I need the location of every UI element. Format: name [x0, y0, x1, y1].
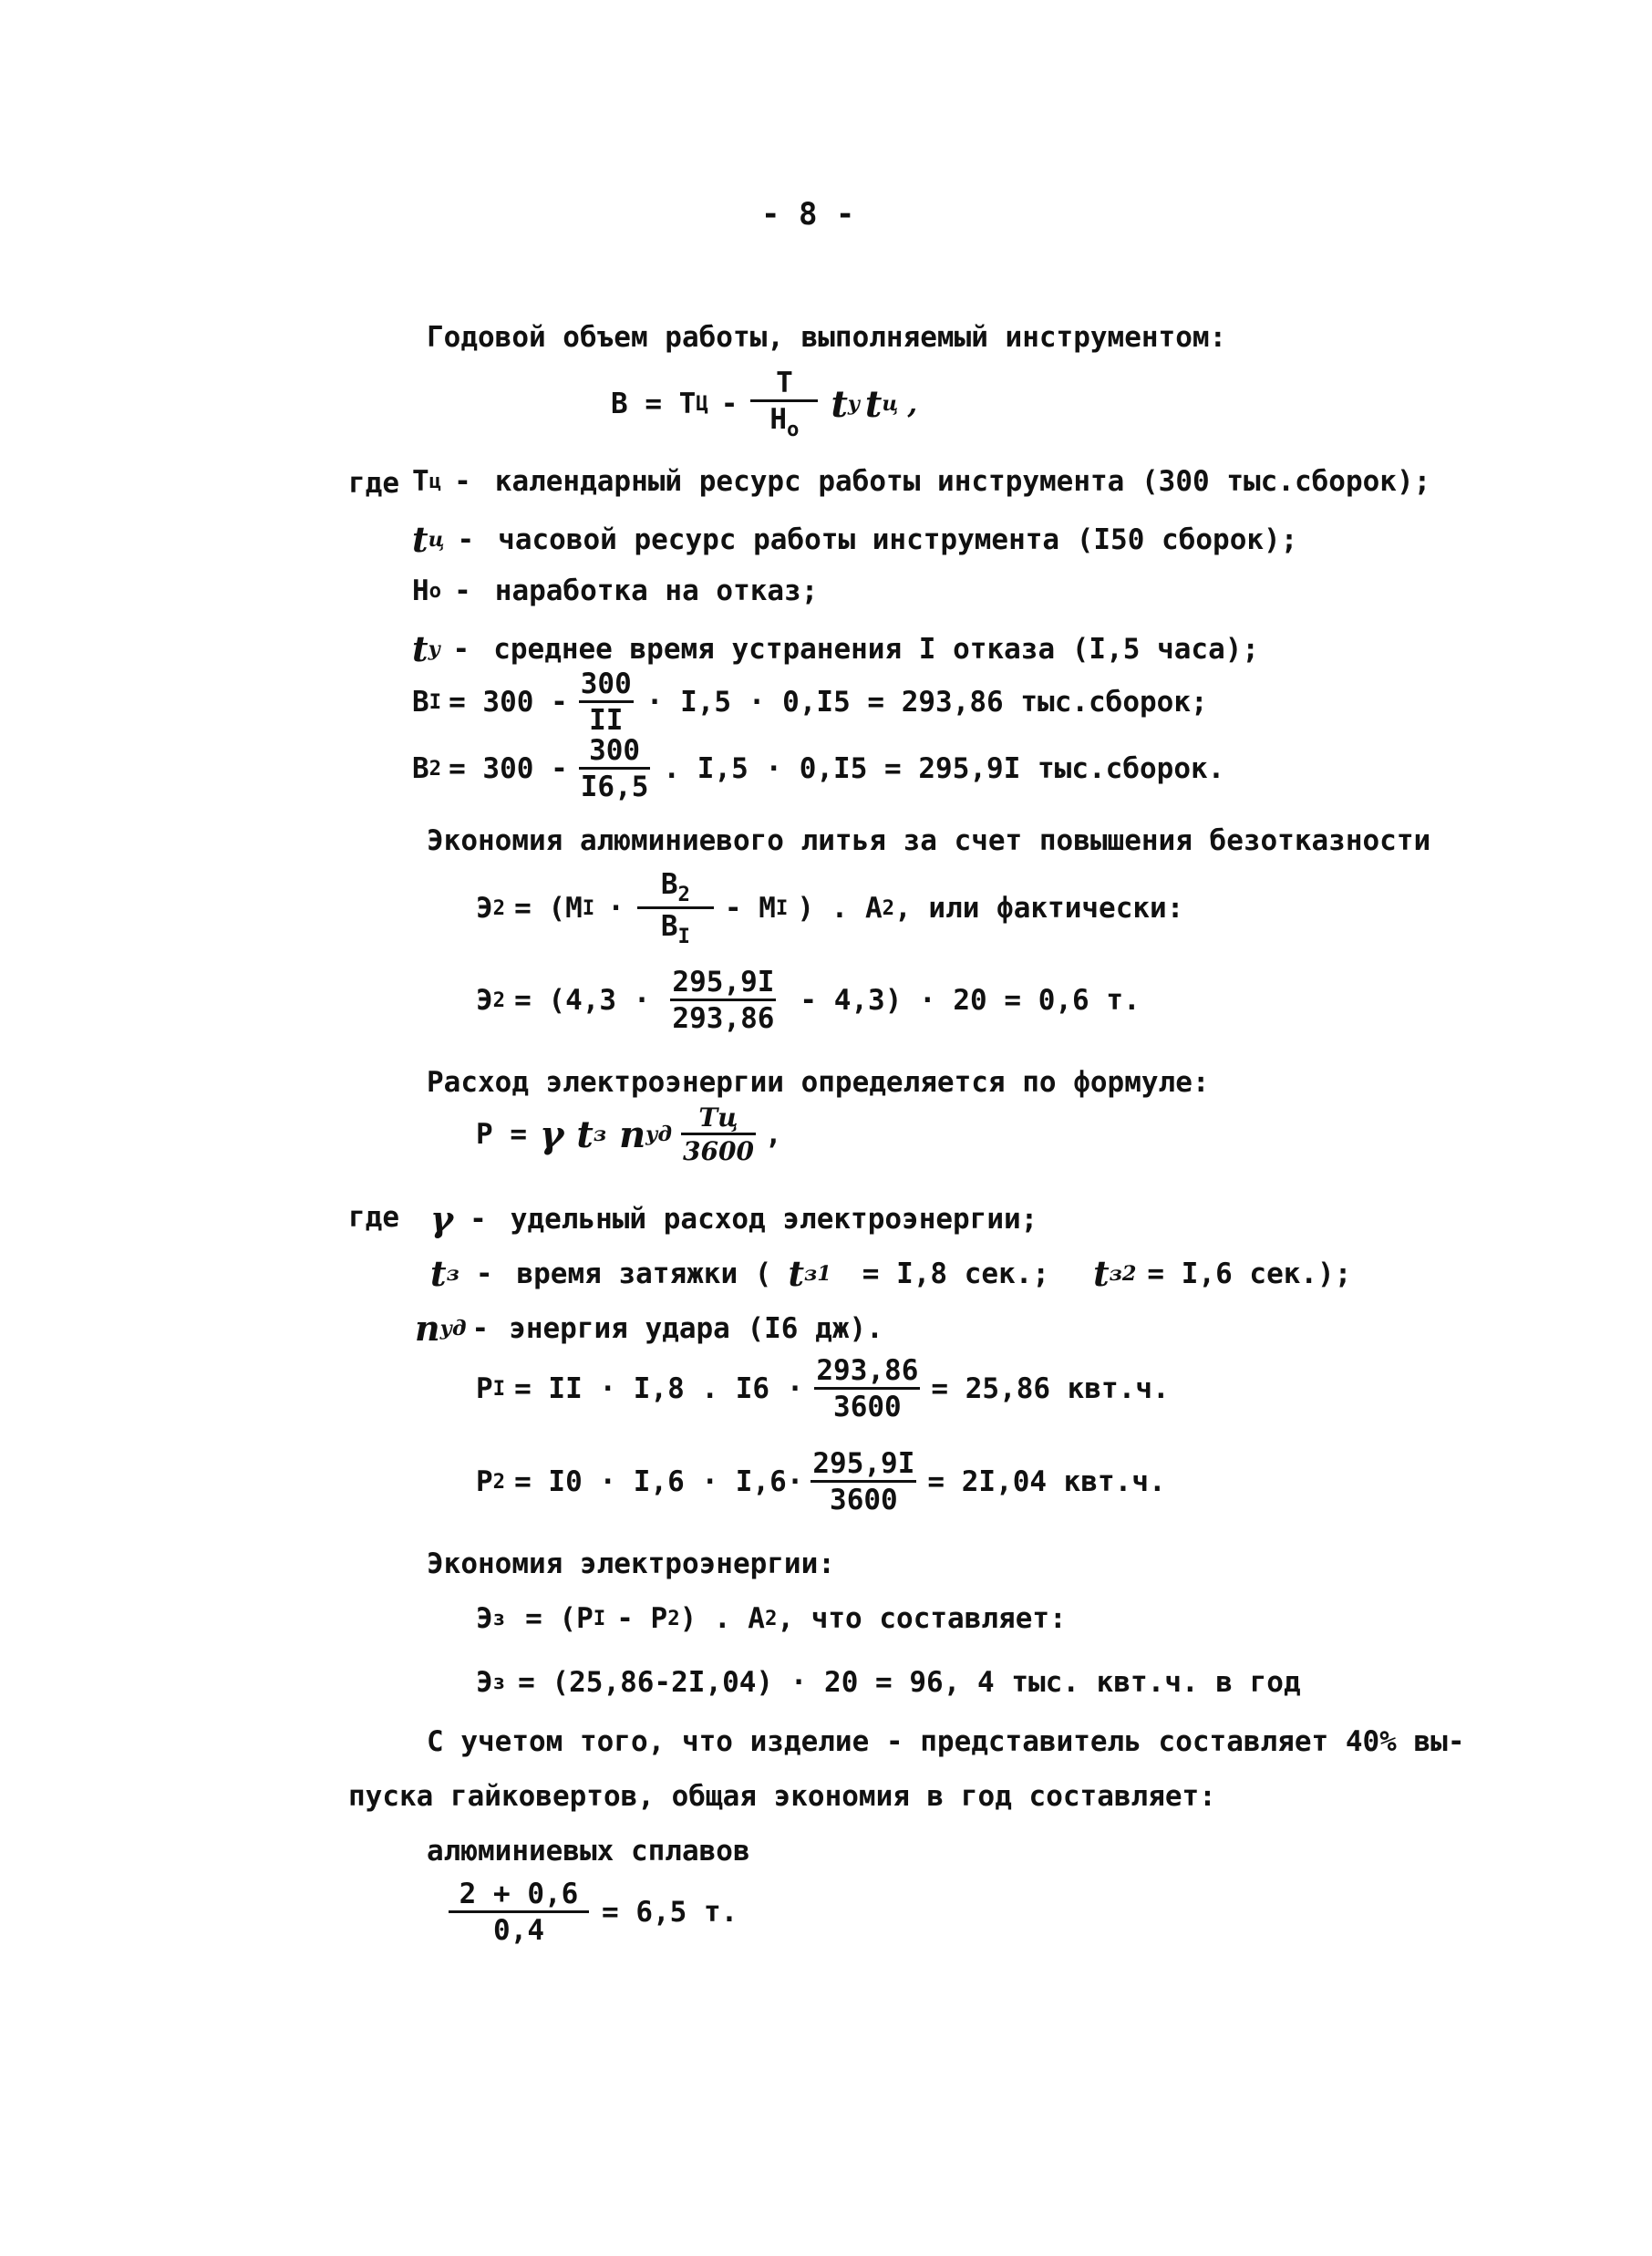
- formula-e2-general: [476, 868, 1184, 948]
- formula-p2: [476, 1447, 1166, 1516]
- e3-part1: = (P: [525, 1602, 594, 1635]
- definition-row: [430, 1198, 1038, 1239]
- def-symbol: T: [412, 465, 429, 498]
- def-dash: -: [454, 574, 471, 607]
- def-symbol: t: [412, 519, 428, 560]
- def-text: удельный расход электроэнергии;: [510, 1202, 1038, 1236]
- e3-part3: ) . A: [679, 1602, 765, 1635]
- def-symbol: H: [412, 574, 429, 607]
- e2-part3: ) . A: [797, 892, 883, 926]
- formula-e2-actual: [476, 968, 1141, 1033]
- tz2-symbol: t: [1093, 1253, 1110, 1294]
- e3-part1-sub: I: [593, 1607, 606, 1631]
- e3-part4: , что составляет:: [777, 1602, 1067, 1635]
- e2-num: B: [660, 868, 678, 901]
- tz1-symbol: t: [788, 1253, 805, 1294]
- formula-lhs: B = T: [611, 388, 697, 421]
- total-num: 2 + 0,6: [449, 1880, 589, 1913]
- def-dash: -: [452, 632, 470, 666]
- e2a-lhs: Э: [476, 984, 493, 1017]
- fraction-num: T: [750, 369, 818, 402]
- section-title-annual-volume: Годовой объем работы, выполняемый инструментом:: [427, 321, 1227, 354]
- e3a-rest: = (25,86-2I,04) · 20 = 96, 4 тыс. квт.ч. в год: [518, 1666, 1301, 1699]
- p-num: Tц: [681, 1105, 756, 1135]
- formula-fraction: [750, 369, 818, 440]
- e2-part3-sub: 2: [882, 896, 895, 921]
- p1-lhs: P: [476, 1372, 493, 1405]
- b1-rest: · I,5 · 0,I5 = 293,86 тыс.сборок;: [645, 686, 1208, 719]
- b1-num: 300: [579, 670, 634, 703]
- p-n-sub: уд: [645, 1123, 673, 1147]
- def-dash: -: [457, 523, 475, 556]
- p-fraction: [681, 1102, 756, 1166]
- e2-dot: ·: [607, 892, 625, 926]
- formula-lhs-sub: Ц: [696, 392, 708, 417]
- p2-num: 295,9I: [811, 1450, 916, 1483]
- tz1-value: = I,8 сек.;: [862, 1257, 1050, 1290]
- def-symbol: t: [412, 628, 428, 669]
- p1-den: 3600: [833, 1391, 902, 1423]
- def-symbol-sub: y: [428, 636, 440, 661]
- handwritten-t-sub: y: [847, 392, 860, 417]
- b2-lhs-sub: 2: [428, 757, 442, 781]
- paragraph-line-2: пуска гайковертов, общая экономия в год составляет:: [348, 1780, 1216, 1813]
- b1-lhs-sub: I: [428, 690, 442, 715]
- def-dash: -: [475, 1257, 493, 1290]
- p1-eq: = II · I,8 . I6 ·: [514, 1372, 804, 1405]
- total-fraction: [449, 1880, 589, 1945]
- def-symbol-sub: ц: [428, 527, 445, 552]
- b2-fraction: [579, 734, 651, 803]
- tz2-value: = I,6 сек.);: [1147, 1257, 1352, 1290]
- def-text: календарный ресурс работы инструмента (300 тыс.сборок);: [494, 465, 1431, 498]
- section-title-electricity: Расход электроэнергии определяется по формуле:: [427, 1066, 1210, 1099]
- b2-num: 300: [579, 737, 651, 770]
- e2-lhs-sub: 2: [492, 896, 506, 921]
- e2-num-sub: 2: [677, 882, 690, 906]
- def-text: наработка на отказ;: [494, 574, 819, 607]
- b2-lhs: B: [412, 752, 429, 785]
- e3-part3-sub: 2: [764, 1607, 778, 1631]
- p-lhs: P =: [476, 1118, 527, 1151]
- e2-part1-sub: I: [582, 896, 595, 921]
- e2a-num: 295,9I: [670, 968, 776, 1001]
- def-symbol: n: [415, 1308, 440, 1349]
- formula-p1: [476, 1354, 1170, 1423]
- formula-total-savings: [449, 1880, 738, 1945]
- formula-annual-volume: [611, 369, 917, 440]
- definition-row: [412, 574, 819, 607]
- paragraph-line-3: алюминиевых сплавов: [427, 1835, 750, 1868]
- p2-lhs: P: [476, 1465, 493, 1498]
- b1-fraction: [579, 667, 634, 737]
- e3-lhs-sub: з: [492, 1607, 506, 1631]
- fraction-den-sub: o: [787, 417, 800, 441]
- definition-row: [412, 465, 1431, 498]
- formula-power: [476, 1102, 782, 1166]
- tz1-sub: з1: [804, 1261, 831, 1286]
- e3a-lhs-sub: з: [492, 1671, 506, 1695]
- formula-e3-actual: [476, 1666, 1301, 1699]
- e3a-lhs: Э: [476, 1666, 493, 1699]
- fraction-den: H: [769, 403, 788, 436]
- p2-eq: = I0 · I,6 · I,6·: [514, 1465, 804, 1498]
- p-body-sub: з: [593, 1123, 607, 1147]
- e2-den-sub: I: [677, 924, 690, 948]
- b1-den: II: [589, 704, 624, 737]
- def-symbol-sub: ц: [428, 470, 442, 494]
- p2-den: 3600: [830, 1484, 898, 1516]
- p2-lhs-sub: 2: [492, 1470, 506, 1495]
- def-dash: -: [471, 1311, 490, 1345]
- where-label: где: [348, 467, 399, 500]
- p-den: 3600: [683, 1136, 754, 1166]
- def-symbol: γ: [430, 1198, 454, 1239]
- def-symbol: t: [430, 1253, 447, 1294]
- paragraph-line-1: С учетом того, что изделие - представитель составляет 40% вы-: [427, 1725, 1465, 1758]
- b2-eq: = 300 -: [449, 752, 568, 785]
- e2-part2: - M: [724, 892, 776, 926]
- e2a-fraction: [670, 968, 776, 1033]
- formula-e3-general: [476, 1602, 1067, 1635]
- e2-fraction: [637, 868, 714, 948]
- p1-lhs-sub: I: [492, 1377, 506, 1402]
- formula-minus: -: [720, 388, 738, 421]
- def-text: часовой ресурс работы инструмента (I50 сборок);: [498, 523, 1298, 556]
- formula-b2: [412, 734, 1225, 803]
- section-title-electricity-savings: Экономия электроэнергии:: [427, 1547, 835, 1580]
- e2a-den: 293,86: [672, 1002, 775, 1035]
- b2-den: I6,5: [580, 771, 649, 803]
- definition-row: [412, 628, 1260, 669]
- p2-fraction: [811, 1447, 916, 1516]
- e2-part2-sub: I: [775, 896, 789, 921]
- tz2-sub: з2: [1109, 1261, 1137, 1286]
- handwritten-t2-sub: ц: [882, 392, 899, 417]
- def-text: время затяжки (: [516, 1257, 772, 1290]
- e2a-lhs-sub: 2: [492, 988, 506, 1013]
- page-number: - 8 -: [761, 196, 855, 233]
- e2-lhs: Э: [476, 892, 493, 926]
- total-rest: = 6,5 т.: [602, 1896, 738, 1929]
- p-body: γ t: [540, 1112, 594, 1156]
- p1-num: 293,86: [814, 1357, 920, 1390]
- p-end: ,: [764, 1118, 782, 1151]
- formula-end: ,: [907, 388, 918, 421]
- def-text: энергия удара (I6 дж).: [509, 1311, 883, 1345]
- def-dash: -: [454, 465, 471, 498]
- def-symbol-sub: уд: [439, 1316, 467, 1340]
- e3-part2: - P: [616, 1602, 668, 1635]
- def-symbol-sub: o: [428, 579, 442, 604]
- definition-row: [412, 519, 1298, 560]
- e2-part1: = (M: [514, 892, 583, 926]
- definition-row: [415, 1308, 883, 1349]
- total-den: 0,4: [493, 1914, 544, 1947]
- b2-rest: . I,5 · 0,I5 = 295,9I тыс.сборок.: [663, 752, 1225, 785]
- p2-rest: = 2I,04 квт.ч.: [927, 1465, 1166, 1498]
- def-symbol-sub: з: [446, 1261, 459, 1286]
- e2-den: B: [660, 910, 678, 944]
- p1-fraction: [814, 1354, 920, 1423]
- e3-lhs: Э: [476, 1602, 493, 1635]
- def-dash: -: [470, 1202, 487, 1236]
- e2a-part2: - 4,3) · 20 = 0,6 т.: [800, 984, 1141, 1017]
- e2-part4: , или фактически:: [894, 892, 1184, 926]
- p-n: n: [619, 1112, 646, 1156]
- b1-lhs: B: [412, 686, 429, 719]
- handwritten-t2: t: [864, 382, 883, 426]
- def-text: среднее время устранения I отказа (I,5 часа);: [493, 632, 1260, 666]
- where-label: где: [348, 1201, 399, 1234]
- e2a-part1: = (4,3 ·: [514, 984, 651, 1017]
- definition-row: [430, 1253, 1352, 1294]
- formula-b1: [412, 667, 1208, 737]
- handwritten-t: t: [831, 382, 848, 426]
- section-title-aluminum-savings: Экономия алюминиевого литья за счет повышения безотказности: [427, 824, 1431, 857]
- b1-eq: = 300 -: [449, 686, 568, 719]
- e3-part2-sub: 2: [667, 1607, 680, 1631]
- p1-rest: = 25,86 квт.ч.: [931, 1372, 1170, 1405]
